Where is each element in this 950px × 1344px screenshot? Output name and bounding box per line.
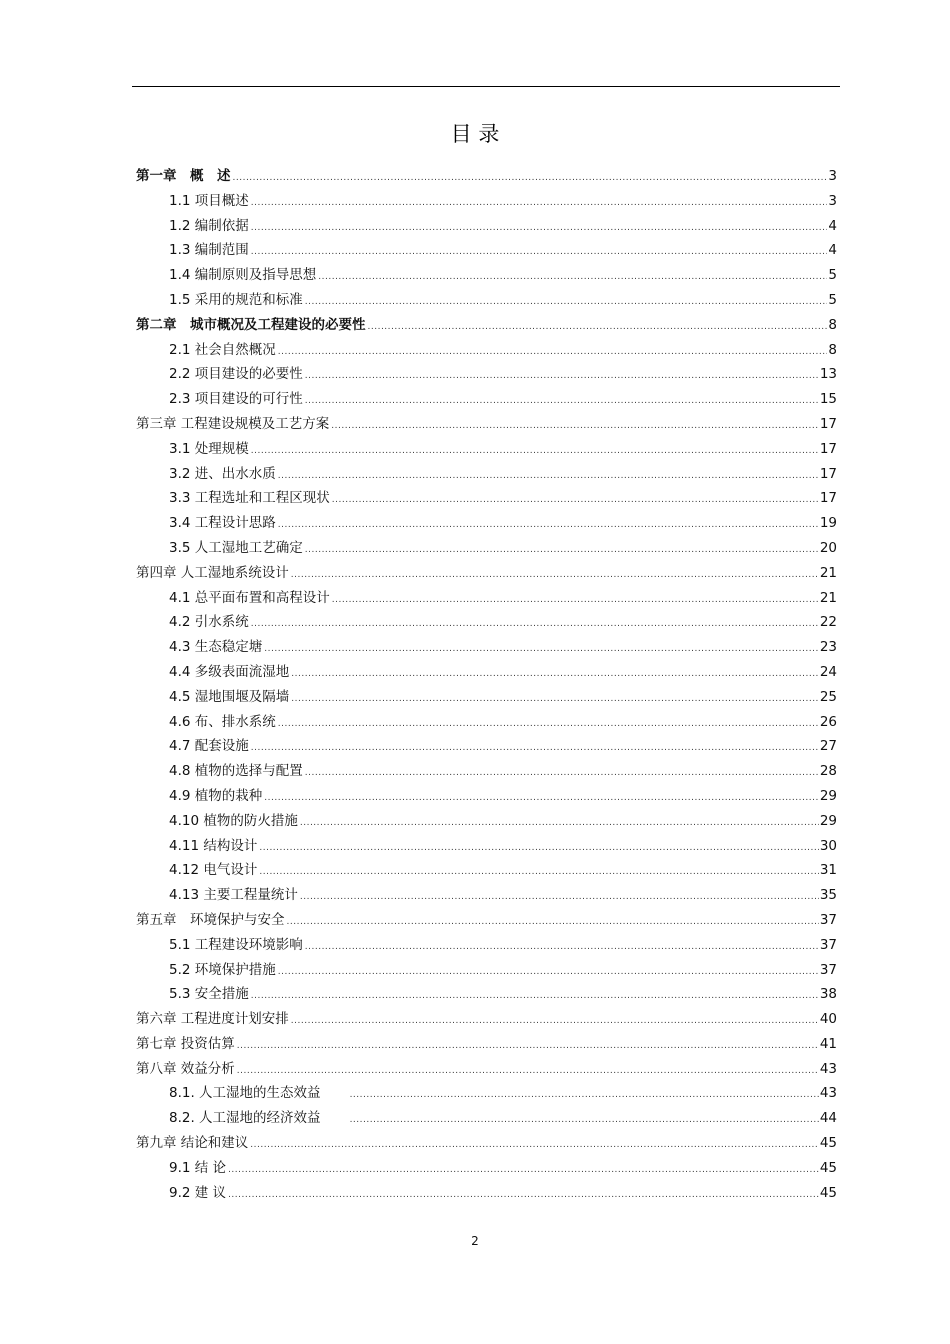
toc-entry-page: 45 [819,1135,837,1152]
header-rule [132,86,840,87]
toc-chapter-entry[interactable] [136,908,837,933]
toc-dot-leader [237,1034,819,1059]
toc-entry-label: 4.1 总平面布置和高程设计 [169,589,330,606]
toc-entry-page: 40 [819,1011,837,1028]
toc-dot-leader [251,191,828,216]
toc-entry-label: 3.5 人工湿地工艺确定 [169,539,303,556]
toc-entry-label: 4.8 植物的选择与配置 [169,763,303,780]
toc-entry-label: 第五章 环境保护与安全 [136,911,285,928]
toc-section-entry[interactable] [136,883,837,908]
toc-entry-page: 5 [828,291,837,308]
toc-section-entry[interactable] [136,809,837,834]
table-of-contents [136,164,837,1205]
toc-entry-page: 30 [819,837,837,854]
toc-section-entry[interactable] [136,759,837,784]
toc-entry-label: 3.1 处理规模 [169,440,249,457]
toc-entry-label: 1.4 编制原则及指导思想 [169,267,317,284]
toc-entry-page: 8 [828,341,837,358]
toc-entry-page: 31 [819,862,837,879]
toc-entry-page: 26 [819,713,837,730]
toc-entry-page: 24 [819,663,837,680]
toc-entry-label: 4.9 植物的栽种 [169,787,263,804]
toc-entry-page: 45 [819,1184,837,1201]
toc-entry-page: 21 [819,589,837,606]
toc-section-entry[interactable] [136,1181,837,1206]
toc-dot-leader [305,364,819,389]
toc-section-entry[interactable] [136,710,837,735]
toc-entry-label: 4.10 植物的防火措施 [169,812,298,829]
toc-section-entry[interactable] [136,958,837,983]
toc-section-entry[interactable] [136,1156,837,1181]
toc-dot-leader [237,1059,819,1084]
toc-section-entry[interactable] [136,238,837,263]
toc-chapter-entry[interactable] [136,1007,837,1032]
toc-dot-leader [251,612,819,637]
toc-entry-label: 3.4 工程设计思路 [169,515,276,532]
toc-entry-page: 44 [819,1110,837,1127]
toc-entry-label: 4.11 结构设计 [169,837,258,854]
toc-section-entry[interactable] [136,536,837,561]
toc-entry-page: 28 [819,763,837,780]
toc-dot-leader [251,984,819,1009]
toc-entry-label: 5.3 安全措施 [169,986,249,1003]
toc-entry-page: 5 [828,267,837,284]
toc-dot-leader [264,637,819,662]
toc-entry-label: 第二章 城市概况及工程建设的必要性 [136,316,366,333]
toc-entry-page: 17 [819,490,837,507]
toc-section-entry[interactable] [136,462,837,487]
toc-entry-page: 35 [819,887,837,904]
toc-entry-page: 22 [819,614,837,631]
toc-entry-label: 第一章 概 述 [136,168,231,184]
toc-dot-leader [259,860,818,885]
toc-entry-page: 45 [819,1159,837,1176]
toc-dot-leader [350,1108,819,1133]
toc-entry-label: 2.1 社会自然概况 [169,341,276,358]
toc-dot-leader [305,761,819,786]
toc-section-entry[interactable] [136,387,837,412]
toc-entry-label: 4.6 布、排水系统 [169,713,276,730]
toc-dot-leader [278,712,819,737]
toc-entry-label: 1.5 采用的规范和标准 [169,291,303,308]
toc-entry-page: 8 [828,316,837,333]
toc-dot-leader [250,1133,819,1158]
toc-dot-leader [318,265,827,290]
toc-entry-label: 3.3 工程选址和工程区现状 [169,490,330,507]
toc-dot-leader [251,216,828,241]
toc-dot-leader [251,439,819,464]
toc-chapter-entry[interactable] [136,1057,837,1082]
toc-dot-leader [291,687,819,712]
toc-dot-leader [291,1009,819,1034]
toc-entry-label: 1.2 编制依据 [169,217,249,234]
toc-entry-label: 第八章 效益分析 [136,1060,235,1077]
toc-entry-label: 第三章 工程建设规模及工艺方案 [136,415,330,432]
toc-dot-leader [233,166,828,191]
toc-entry-label: 8.1. 人工湿地的生态效益 [169,1085,348,1102]
toc-entry-label: 2.2 项目建设的必要性 [169,366,303,383]
toc-dot-leader [332,588,819,613]
toc-dot-leader [305,389,819,414]
toc-section-entry[interactable] [136,1106,837,1131]
toc-title: 目 录 [450,122,500,146]
page-number: 2 [471,1234,479,1248]
toc-section-entry[interactable] [136,1081,837,1106]
toc-entry-page: 20 [819,539,837,556]
toc-section-entry[interactable] [136,660,837,685]
toc-entry-page: 38 [819,986,837,1003]
toc-dot-leader [368,315,828,340]
toc-dot-leader [251,736,819,761]
toc-section-entry[interactable] [136,214,837,239]
toc-entry-page: 29 [819,787,837,804]
toc-entry-label: 1.3 编制范围 [169,242,249,259]
toc-entry-label: 4.7 配套设施 [169,738,249,755]
toc-chapter-entry[interactable] [136,1131,837,1156]
toc-entry-page: 4 [828,242,837,259]
toc-dot-leader [228,1183,819,1208]
toc-dot-leader [287,910,819,935]
toc-dot-leader [264,786,819,811]
toc-entry-page: 41 [819,1035,837,1052]
toc-entry-label: 4.3 生态稳定塘 [169,639,263,656]
toc-entry-label: 8.2. 人工湿地的经济效益 [169,1110,348,1127]
toc-dot-leader [278,340,828,365]
toc-entry-label: 5.2 环境保护措施 [169,961,276,978]
toc-dot-leader [331,414,819,439]
toc-chapter-entry[interactable] [136,561,837,586]
toc-entry-label: 第四章 人工湿地系统设计 [136,564,289,581]
toc-entry-label: 9.2 建 议 [169,1184,227,1201]
toc-dot-leader [251,240,828,265]
toc-section-entry[interactable] [136,288,837,313]
toc-entry-page: 15 [819,391,837,408]
toc-dot-leader [305,935,819,960]
toc-entry-page: 19 [819,515,837,532]
toc-entry-page: 17 [819,465,837,482]
toc-entry-page: 37 [819,936,837,953]
toc-dot-leader [300,885,819,910]
toc-section-entry[interactable] [136,834,837,859]
toc-entry-label: 第九章 结论和建议 [136,1135,249,1152]
toc-section-entry[interactable] [136,933,837,958]
toc-entry-label: 4.5 湿地围堰及隔墙 [169,688,290,705]
toc-entry-page: 37 [819,961,837,978]
toc-section-entry[interactable] [136,635,837,660]
toc-entry-label: 4.13 主要工程量统计 [169,887,298,904]
toc-entry-page: 37 [819,911,837,928]
toc-section-entry[interactable] [136,486,837,511]
toc-entry-label: 第七章 投资估算 [136,1035,235,1052]
toc-entry-page: 23 [819,639,837,656]
toc-section-entry[interactable] [136,511,837,536]
toc-chapter-entry[interactable] [136,313,837,338]
toc-section-entry[interactable] [136,685,837,710]
toc-chapter-entry[interactable] [136,164,837,189]
toc-entry-page: 3 [828,168,837,184]
toc-entry-page: 17 [819,440,837,457]
toc-dot-leader [300,811,819,836]
toc-entry-label: 4.12 电气设计 [169,862,258,879]
toc-entry-label: 4.2 引水系统 [169,614,249,631]
toc-entry-page: 17 [819,415,837,432]
toc-section-entry[interactable] [136,982,837,1007]
toc-section-entry[interactable] [136,189,837,214]
toc-entry-label: 第六章 工程进度计划安排 [136,1011,289,1028]
toc-entry-page: 21 [819,564,837,581]
toc-entry-page: 25 [819,688,837,705]
toc-section-entry[interactable] [136,437,837,462]
toc-entry-label: 3.2 进、出水水质 [169,465,276,482]
toc-dot-leader [278,513,819,538]
toc-section-entry[interactable] [136,858,837,883]
toc-entry-page: 27 [819,738,837,755]
toc-dot-leader [228,1158,819,1183]
toc-entry-label: 5.1 工程建设环境影响 [169,936,303,953]
toc-section-entry[interactable] [136,362,837,387]
toc-entry-page: 3 [828,192,837,209]
toc-entry-page: 43 [819,1085,837,1102]
toc-entry-label: 9.1 结 论 [169,1159,227,1176]
toc-section-entry[interactable] [136,586,837,611]
toc-dot-leader [259,836,818,861]
toc-entry-page: 13 [819,366,837,383]
toc-dot-leader [278,960,819,985]
toc-dot-leader [291,563,819,588]
toc-chapter-entry[interactable] [136,412,837,437]
toc-section-entry[interactable] [136,610,837,635]
toc-dot-leader [305,290,828,315]
toc-entry-page: 29 [819,812,837,829]
toc-dot-leader [278,464,819,489]
toc-dot-leader [305,538,819,563]
toc-entry-label: 4.4 多级表面流湿地 [169,663,290,680]
toc-entry-label: 1.1 项目概述 [169,192,249,209]
toc-chapter-entry[interactable] [136,1032,837,1057]
toc-entry-page: 43 [819,1060,837,1077]
toc-section-entry[interactable] [136,338,837,363]
toc-section-entry[interactable] [136,784,837,809]
toc-dot-leader [350,1083,819,1108]
toc-section-entry[interactable] [136,263,837,288]
toc-entry-page: 4 [828,217,837,234]
toc-dot-leader [291,662,819,687]
toc-section-entry[interactable] [136,734,837,759]
toc-dot-leader [332,488,819,513]
toc-entry-label: 2.3 项目建设的可行性 [169,391,303,408]
